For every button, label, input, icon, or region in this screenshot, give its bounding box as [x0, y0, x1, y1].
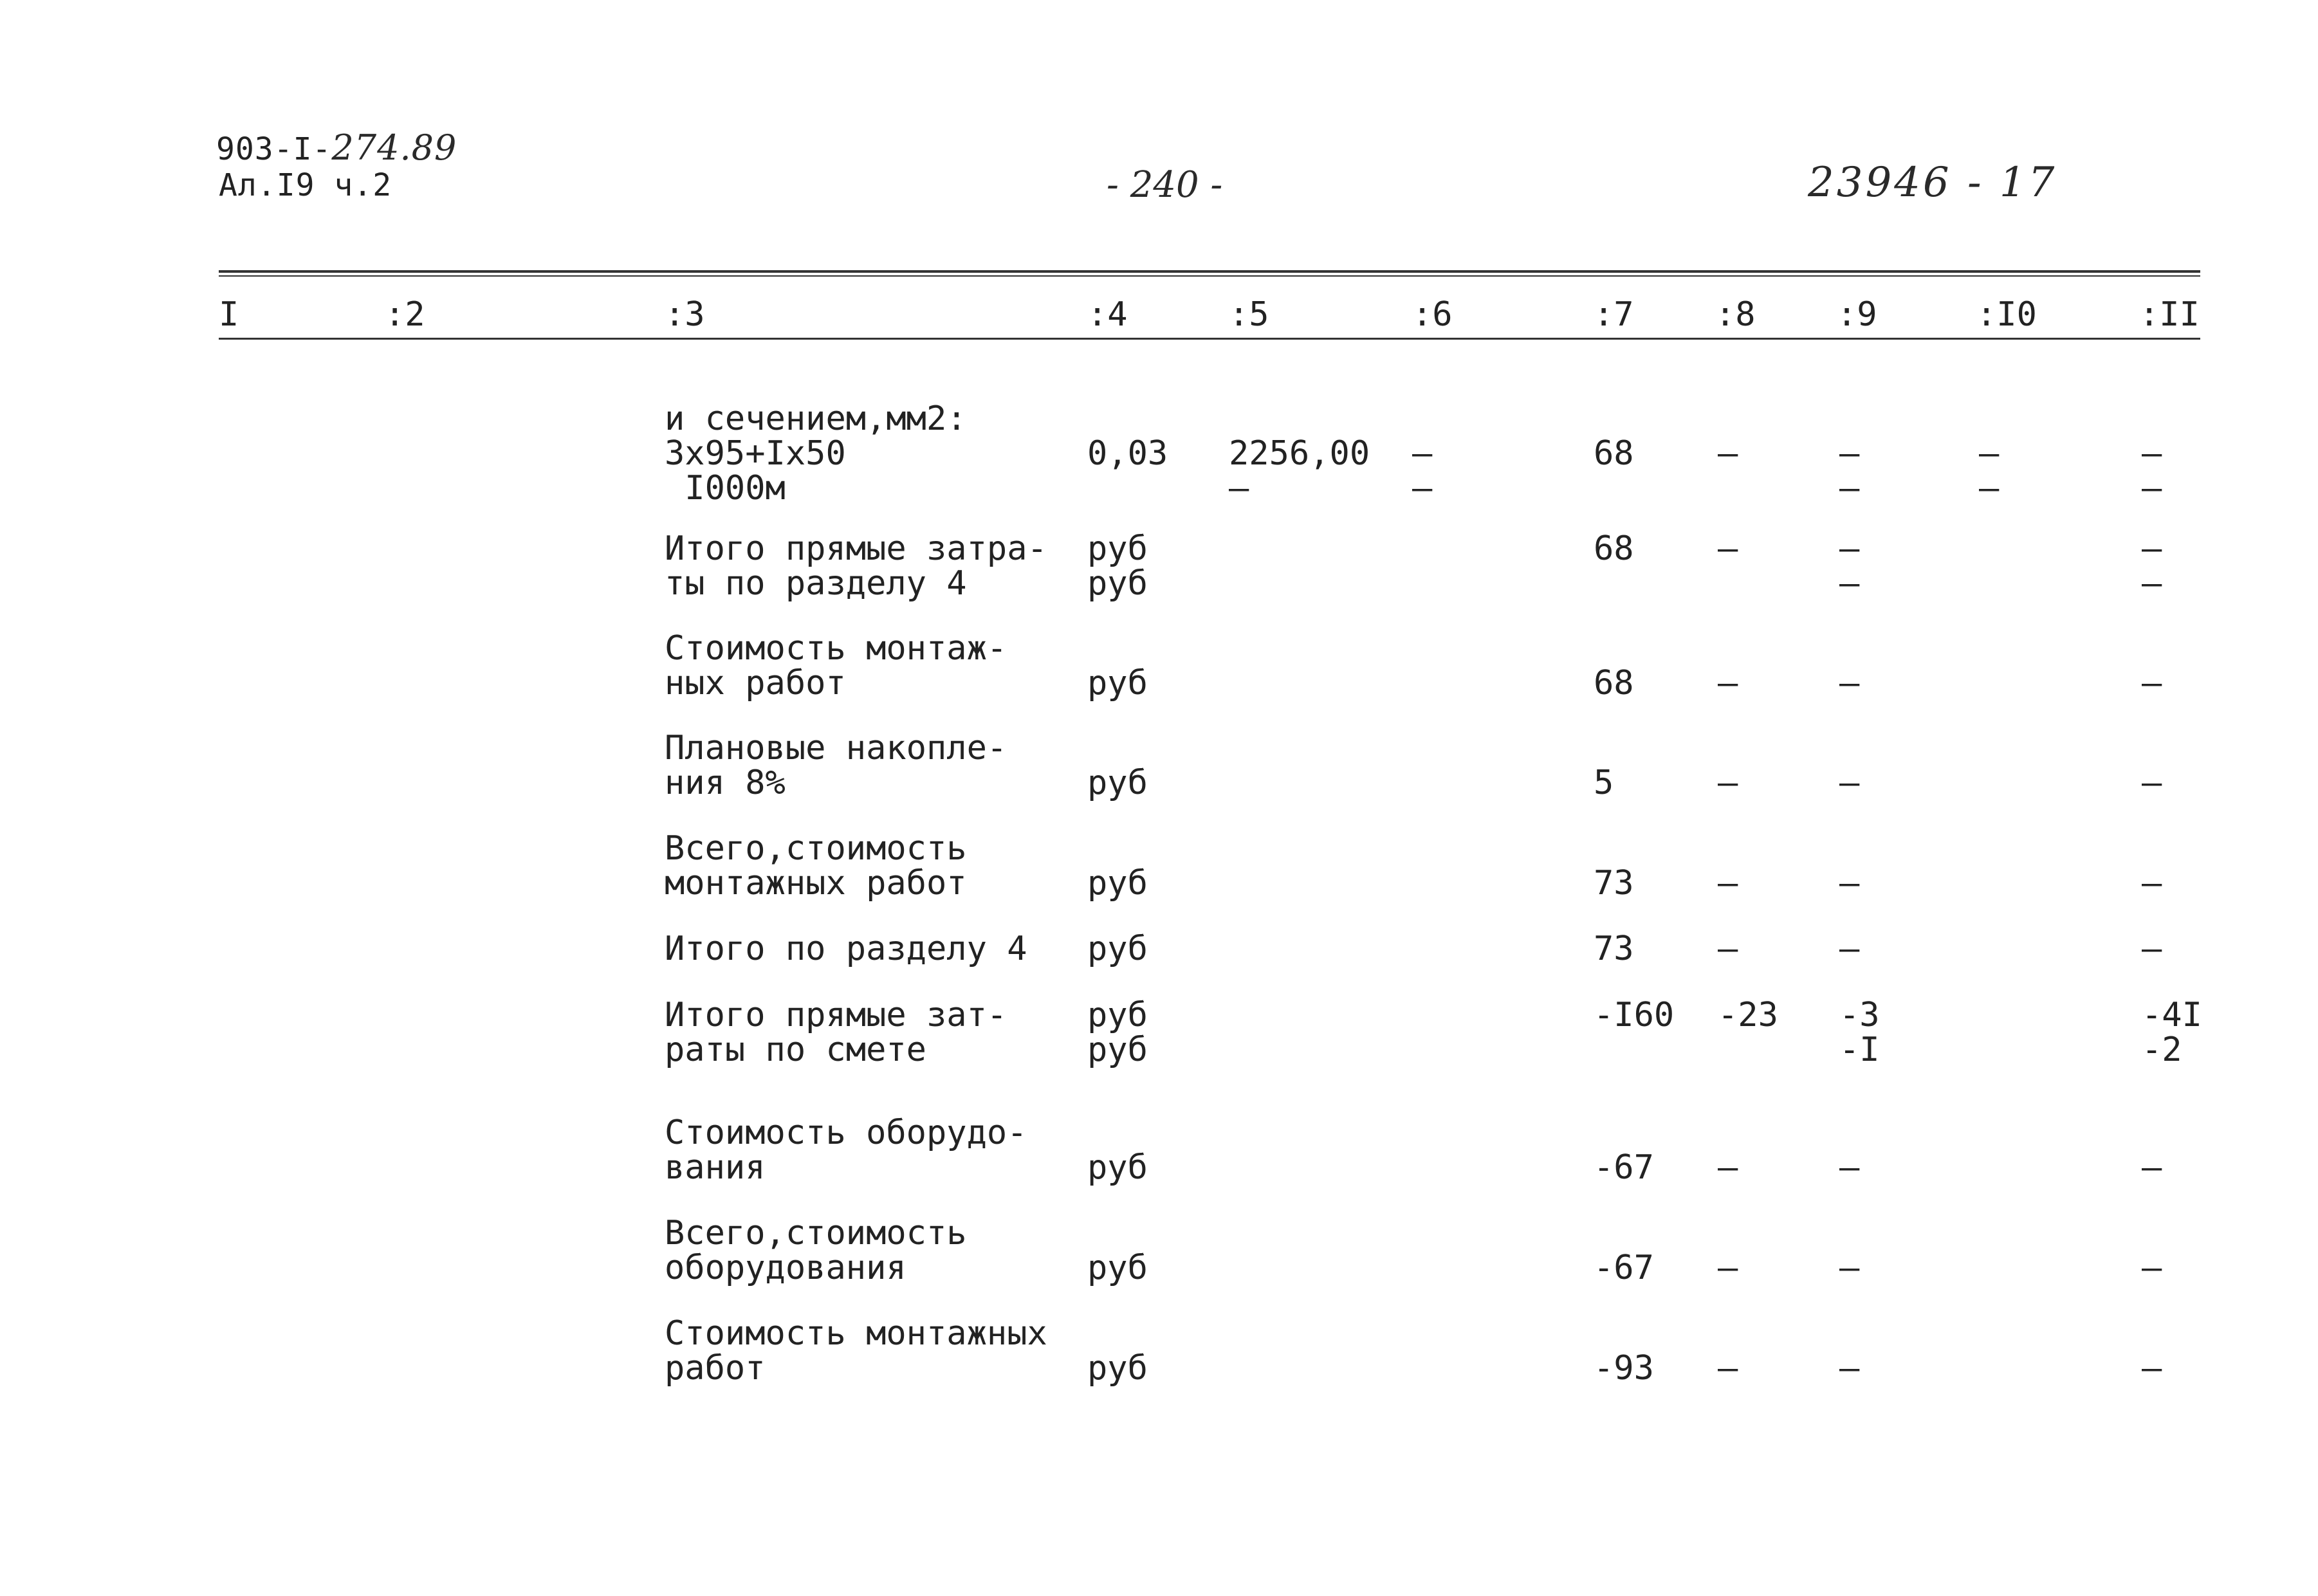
table-cell-c9: – — [1839, 1148, 1860, 1187]
table-cell-c3: Стоимость монтажных — [665, 1314, 1047, 1353]
table-cell-c3: Стоимость оборудо- — [665, 1114, 1027, 1152]
column-header-11: :II — [2139, 295, 2200, 334]
table-cell-c4: руб — [1087, 930, 1148, 968]
table-cell-c5: – — [1229, 469, 1249, 508]
table-cell-c9: – — [1839, 1249, 1860, 1287]
table-cell-c3: Всего,стоимость — [665, 1214, 967, 1252]
table-cell-c4: 0,03 — [1087, 434, 1168, 473]
table-cell-c8: – — [1718, 664, 1738, 702]
table-cell-c8: – — [1718, 529, 1738, 568]
table-cell-c4: руб — [1087, 1249, 1148, 1287]
table-cell-c7: -93 — [1594, 1349, 1654, 1388]
table-cell-c11: – — [2142, 469, 2162, 508]
table-cell-c9: – — [1839, 864, 1860, 903]
column-header-8: :8 — [1715, 295, 1756, 334]
table-cell-c8: – — [1718, 930, 1738, 968]
table-cell-c4: руб — [1087, 664, 1148, 702]
table-cell-c3: Плановые накопле- — [665, 729, 1007, 767]
table-cell-c3: работ — [665, 1349, 766, 1388]
column-header-9: :9 — [1837, 295, 1877, 334]
table-cell-c5: 2256,00 — [1229, 434, 1370, 473]
table-cell-c8: – — [1718, 864, 1738, 903]
table-cell-c9: – — [1839, 1349, 1860, 1388]
table-cell-c4: руб — [1087, 764, 1148, 802]
table-cell-c8: -23 — [1718, 996, 1778, 1034]
column-header-6: :6 — [1412, 295, 1453, 334]
table-cell-c11: – — [2142, 564, 2162, 603]
album-label: Ал.I9 ч.2 — [219, 167, 392, 203]
table-cell-c4: руб — [1087, 564, 1148, 603]
table-cell-c7: 68 — [1594, 434, 1634, 473]
table-cell-c7: -I60 — [1594, 996, 1675, 1034]
table-cell-c9: – — [1839, 930, 1860, 968]
table-cell-c3: 3x95+Ix50 — [665, 434, 846, 473]
column-header-7: :7 — [1594, 295, 1634, 334]
table-cell-c7: 5 — [1594, 764, 1614, 802]
table-cell-c8: – — [1718, 764, 1738, 802]
table-cell-c3: и сечением,мм2: — [665, 399, 967, 438]
column-header-3: :3 — [665, 295, 705, 334]
table-cell-c3: монтажных работ — [665, 864, 967, 903]
table-cell-c11: – — [2142, 434, 2162, 473]
table-cell-c4: руб — [1087, 529, 1148, 568]
doc-code — [216, 127, 457, 168]
table-cell-c7: -67 — [1594, 1148, 1654, 1187]
table-cell-c11: -4I — [2142, 996, 2202, 1034]
table-cell-c3: ты по разделу 4 — [665, 564, 967, 603]
table-cell-c11: – — [2142, 764, 2162, 802]
table-cell-c3: Итого прямые зат- — [665, 996, 1007, 1034]
table-cell-c3: Стоимость монтаж- — [665, 629, 1007, 668]
table-cell-c9: – — [1839, 764, 1860, 802]
table-cell-c3: ных работ — [665, 664, 846, 702]
table-cell-c3: I000м — [665, 469, 786, 508]
column-header-1: I — [219, 295, 239, 334]
table-cell-c11: – — [2142, 1148, 2162, 1187]
doc-code-printed: 903-I- — [216, 131, 332, 167]
table-cell-c11: – — [2142, 664, 2162, 702]
table-cell-c8: – — [1718, 1148, 1738, 1187]
table-cell-c9: – — [1839, 469, 1860, 508]
table-top-rule-thin — [219, 275, 2200, 277]
table-cell-c9: – — [1839, 564, 1860, 603]
table-top-rule — [219, 270, 2200, 273]
table-cell-c8: – — [1718, 1249, 1738, 1287]
column-header-4: :4 — [1087, 295, 1128, 334]
table-cell-c4: руб — [1087, 1148, 1148, 1187]
table-cell-c8: – — [1718, 1349, 1738, 1388]
table-cell-c7: 68 — [1594, 529, 1634, 568]
table-cell-c9: -I — [1839, 1031, 1880, 1069]
page-number: - 240 - — [1107, 164, 1223, 206]
table-cell-c10: – — [1979, 469, 2000, 508]
table-cell-c9: -3 — [1839, 996, 1880, 1034]
table-cell-c7: 68 — [1594, 664, 1634, 702]
stamp-number: 23946 - 17 — [1808, 159, 2057, 206]
table-cell-c6: – — [1412, 434, 1433, 473]
table-cell-c3: Итого прямые затра- — [665, 529, 1047, 568]
table-cell-c4: руб — [1087, 996, 1148, 1034]
table-cell-c3: оборудования — [665, 1249, 906, 1287]
table-cell-c7: -67 — [1594, 1249, 1654, 1287]
column-header-5: :5 — [1229, 295, 1269, 334]
table-cell-c3: Всего,стоимость — [665, 829, 967, 868]
column-header-10: :I0 — [1976, 295, 2037, 334]
table-cell-c4: руб — [1087, 1349, 1148, 1388]
table-cell-c11: -2 — [2142, 1031, 2182, 1069]
table-header-bottom-rule — [219, 338, 2200, 340]
table-cell-c7: 73 — [1594, 930, 1634, 968]
table-cell-c11: – — [2142, 930, 2162, 968]
table-cell-c11: – — [2142, 1249, 2162, 1287]
table-cell-c9: – — [1839, 434, 1860, 473]
table-cell-c4: руб — [1087, 864, 1148, 903]
table-cell-c9: – — [1839, 664, 1860, 702]
table-cell-c9: – — [1839, 529, 1860, 568]
table-cell-c6: – — [1412, 469, 1433, 508]
table-cell-c8: – — [1718, 434, 1738, 473]
table-cell-c11: – — [2142, 529, 2162, 568]
table-cell-c10: – — [1979, 434, 2000, 473]
doc-code-handwritten: 274.89 — [331, 127, 457, 168]
table-cell-c3: ния 8% — [665, 764, 786, 802]
table-cell-c11: – — [2142, 864, 2162, 903]
column-header-2: :2 — [385, 295, 425, 334]
table-cell-c4: руб — [1087, 1031, 1148, 1069]
table-cell-c3: Итого по разделу 4 — [665, 930, 1027, 968]
table-cell-c11: – — [2142, 1349, 2162, 1388]
table-cell-c3: вания — [665, 1148, 766, 1187]
table-cell-c7: 73 — [1594, 864, 1634, 903]
table-cell-c3: раты по смете — [665, 1031, 926, 1069]
